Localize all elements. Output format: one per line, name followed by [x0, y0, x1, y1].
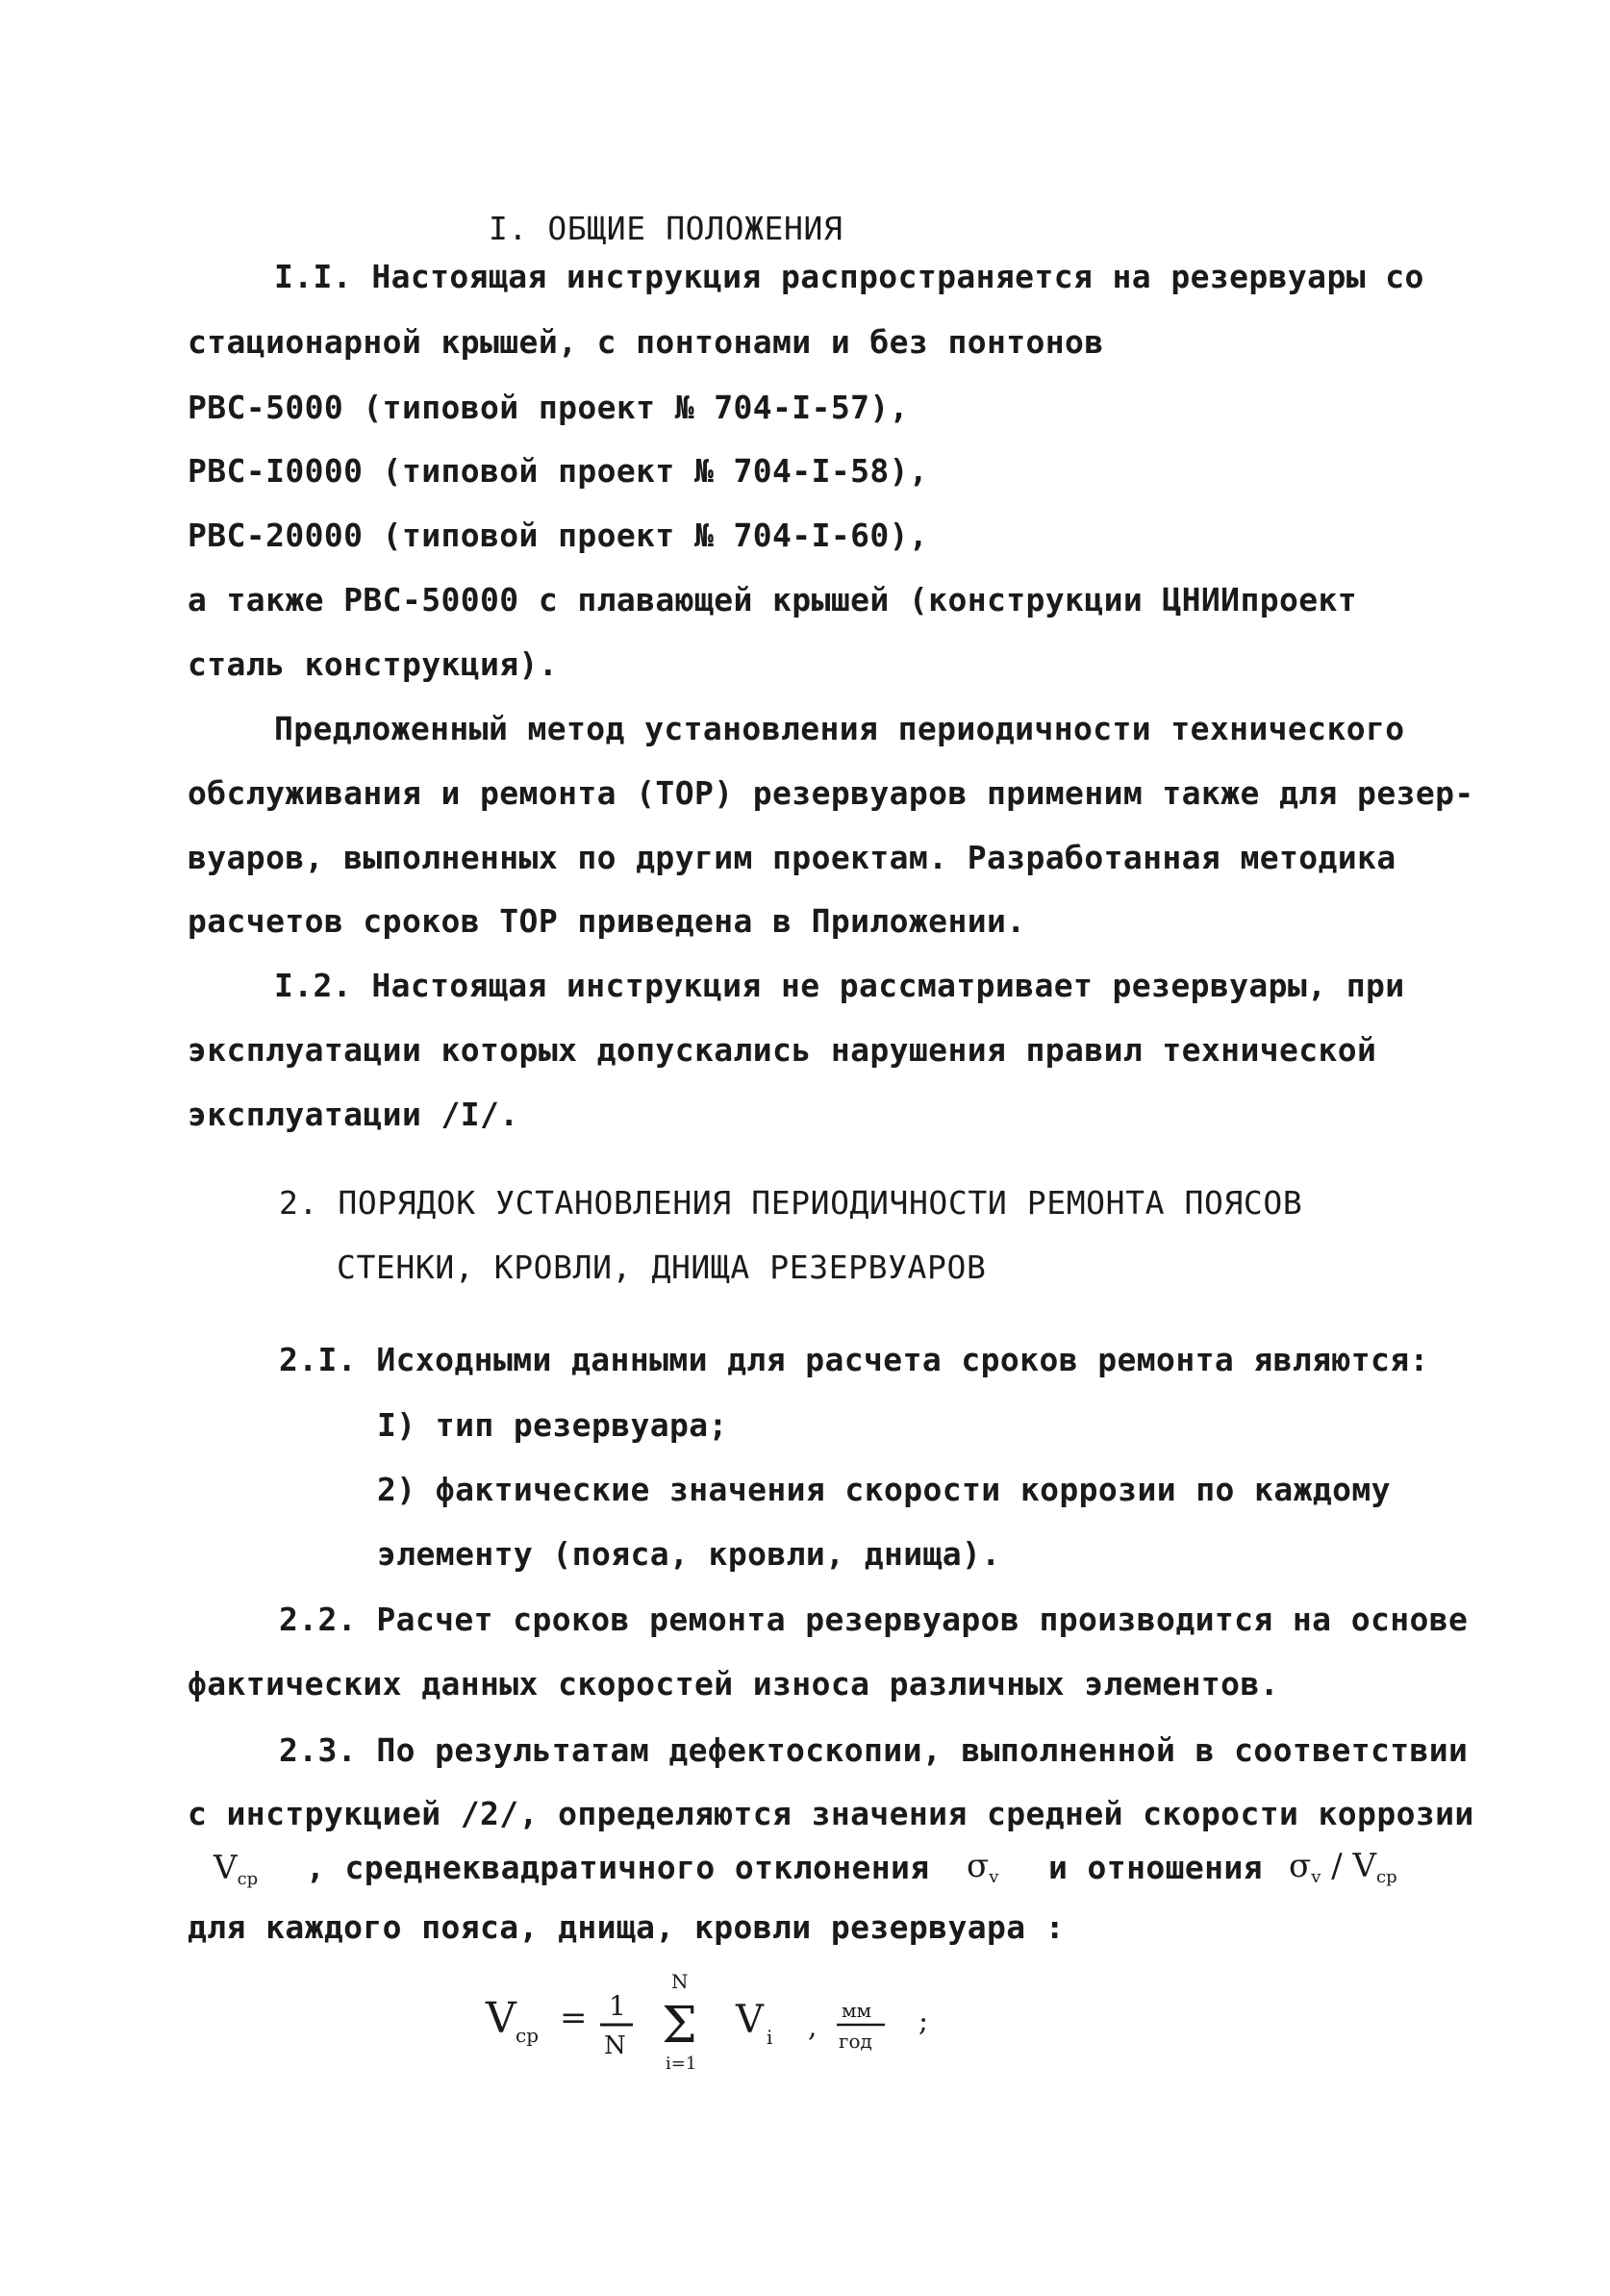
para-1-1-line: РВС-5000 (типовой проект № 704-I-57), — [188, 389, 909, 426]
formula-term-sub: i — [767, 2026, 773, 2049]
para-2-3-line: для каждого пояса, днища, кровли резервуара : — [188, 1908, 1066, 1946]
para-1-1-line: а также РВС-50000 с плавающей крышей (конструкции ЦНИИпроект — [188, 581, 1358, 618]
para-2-3-line: 2.3. По результатам дефектоскопии, выполненной в соответствии — [279, 1731, 1469, 1769]
para-method-line: Предложенный метод установления периодичности технического — [274, 710, 1405, 747]
formula-lhs: V — [486, 1994, 516, 2043]
para-method-line: обслуживания и ремонта (ТОР) резервуаров применим также для резер- — [188, 774, 1474, 812]
para-2-2-line: 2.2. Расчет сроков ремонта резервуаров производится на основе — [279, 1601, 1469, 1638]
formula-term: V — [736, 1998, 764, 2042]
para-1-1-line: I.I. Настоящая инструкция распространяется на резервуары со — [274, 258, 1424, 295]
para-2-1-line: 2.I. Исходными данными для расчета сроков ремонта являются: — [279, 1341, 1429, 1378]
section-1-title: I. ОБЩИЕ ПОЛОЖЕНИЯ — [489, 210, 843, 247]
para-method-line: расчетов сроков ТОР приведена в Приложении. — [188, 902, 1026, 940]
para-1-2-line: эксплуатации /I/. — [188, 1096, 519, 1133]
formula-sum-bottom: i=1 — [666, 2054, 697, 2073]
v-cp-symbol: $V_{ср}$ — [214, 1849, 259, 1889]
para-1-1-line: сталь конструкция). — [188, 645, 559, 683]
para-2-1-item: I) тип резервуара; — [377, 1406, 728, 1444]
formula-unit-den: год — [839, 2030, 872, 2053]
para-2-2-line: фактических данных скоростей износа различных элементов. — [188, 1665, 1279, 1703]
para-2-3-inline-text: и отношения — [1048, 1849, 1263, 1886]
para-method-line: вуаров, выполненных по другим проектам. Разработанная методика — [188, 839, 1396, 876]
para-2-3-inline-text: , среднеквадратичного отклонения — [306, 1849, 930, 1886]
para-1-2-line: I.2. Настоящая инструкция не рассматривает резервуары, при — [274, 967, 1405, 1004]
formula-lhs-sub: ср — [516, 2024, 540, 2047]
formula-sum-top: N — [671, 1970, 689, 1993]
para-1-1-line: РВС-20000 (типовой проект № 704-I-60), — [188, 517, 929, 554]
formula-frac-num: 1 — [609, 1990, 626, 2022]
ratio-symbol: $\sigma_v / V_{ср}$ — [1289, 1847, 1397, 1887]
formula-equals: = — [560, 1999, 588, 2037]
mean-corrosion-rate-formula — [481, 1967, 1019, 2073]
formula-end: ; — [918, 2005, 929, 2038]
section-2-title-line: СТЕНКИ, КРОВЛИ, ДНИЩА РЕЗЕРВУАРОВ — [337, 1249, 987, 1286]
formula-comma: , — [808, 2010, 818, 2044]
para-1-2-line: эксплуатации которых допускались нарушения правил технической — [188, 1031, 1377, 1069]
para-2-1-item: элементу (пояса, кровли, днища). — [377, 1535, 1001, 1573]
section-2-title-line: 2. ПОРЯДОК УСТАНОВЛЕНИЯ ПЕРИОДИЧНОСТИ РЕМОНТА ПОЯСОВ — [279, 1184, 1303, 1222]
para-1-1-line: стационарной крышей, с понтонами и без понтонов — [188, 323, 1104, 361]
para-2-3-line: с инструкцией /2/, определяются значения средней скорости коррозии — [188, 1795, 1474, 1832]
para-1-1-line: РВС-I0000 (типовой проект № 704-I-58), — [188, 452, 929, 490]
formula-sigma: Σ — [662, 1997, 697, 2055]
sigma-symbol: $\sigma_v$ — [967, 1847, 999, 1887]
para-2-1-item: 2) фактические значения скорости коррозии по каждому — [377, 1471, 1391, 1508]
formula-unit-num: мм — [842, 1999, 872, 2022]
formula-frac-den: N — [604, 2031, 626, 2060]
